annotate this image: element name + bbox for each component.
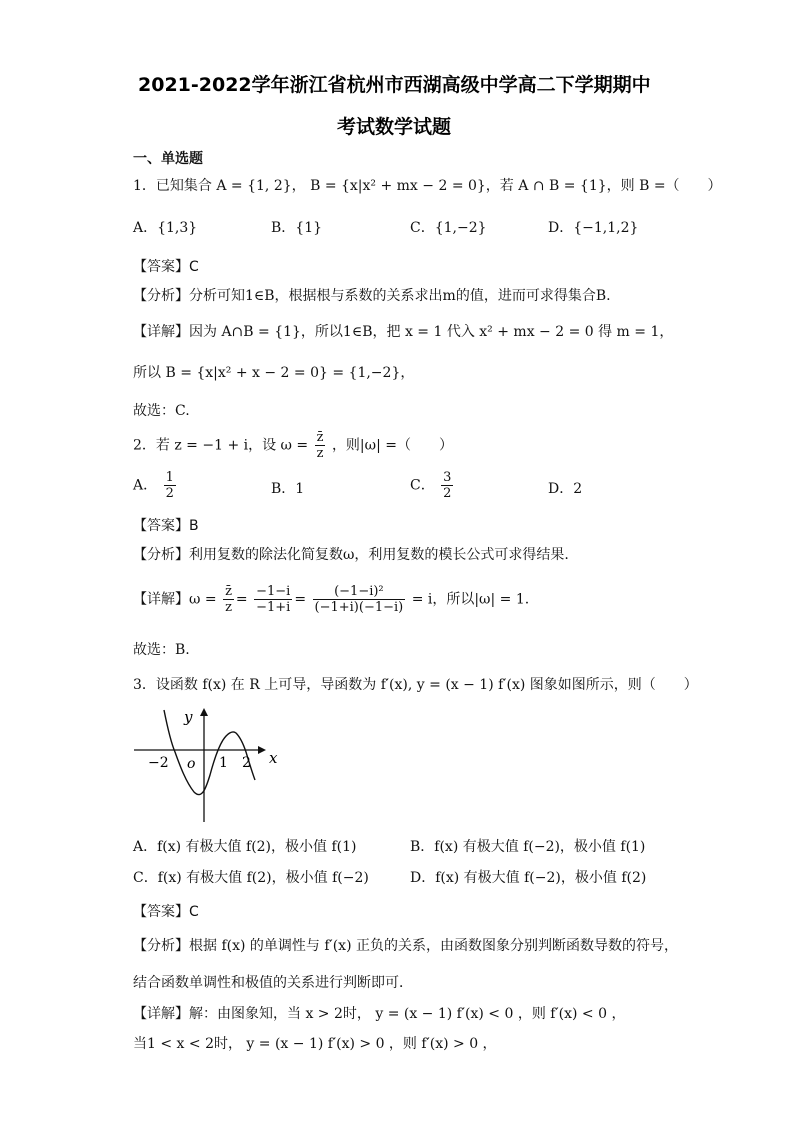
title-line-1: 2021-2022学年浙江省杭州市西湖高级中学高二下学期期中 <box>138 74 651 96</box>
q1-option-b: B．{1} <box>271 220 323 236</box>
q1-detail-2: 所以 B = {x|x² + x − 2 = 0} = {1,−2}， <box>133 365 415 381</box>
tick-label-1: 1 <box>219 755 228 771</box>
title-line-2: 考试数学试题 <box>337 116 452 138</box>
q2-option-c-den: 2 <box>443 486 452 501</box>
q3-detail-1: 【详解】解：由图象知，当 x > 2时， y = (x − 1) f′(x) < 0 ，则 f′(x) < 0 ， <box>133 1006 626 1022</box>
q2-detail-frac-2 <box>254 584 292 615</box>
q2-detail: 【详解】ω = $\frac{z̄}{z}$ = $\frac{-1-i}{-1+i}$ = $\frac{\text{(−1−i)²}}{(-1+i)(-1-i)}$ = i，所以|ω| = 1. <box>133 584 530 615</box>
q3-stem: 3．设函数 f(x) 在 R 上可导，导函数为 f′(x), y = (x − 1) f′(x) 图象如图所示，则（ ） <box>133 677 698 693</box>
q2-option-c-label: C． <box>410 477 435 494</box>
q2-stem-post: ，则|ω| =（ ） <box>331 437 453 454</box>
q2-detail-frac-1-num: z̄ <box>225 584 232 599</box>
q1-detail: 【详解】因为 A∩B = {1}，所以1∈B，把 x = 1 代入 x² + mx − 2 = 0 得 m = 1， <box>133 324 674 340</box>
q2-option-c-fraction <box>441 470 453 501</box>
q3-answer: 【答案】C <box>133 904 199 920</box>
q3-option-a: A．f(x) 有极大值 f(2)，极小值 f(1) <box>133 839 357 855</box>
q2-option-a-num: 1 <box>165 470 174 485</box>
q2-option-a-den: 2 <box>165 486 174 501</box>
q3-analysis-2: 结合函数单调性和极值的关系进行判断即可． <box>133 975 413 991</box>
q2-conclusion: 故选：B. <box>133 642 190 658</box>
q3-analysis-1: 【分析】根据 f(x) 的单调性与 f′(x) 正负的关系，由函数图象分别判断函数导数的符号， <box>133 938 678 954</box>
q2-option-c-num: 3 <box>443 470 452 485</box>
q3-option-c: C．f(x) 有极大值 f(2)，极小值 f(−2) <box>133 870 369 886</box>
q2-detail-frac-1-den: z <box>225 600 232 615</box>
section-heading: 一、单选题 <box>133 151 203 167</box>
curve <box>164 710 255 795</box>
q1-answer: 【答案】C <box>133 259 199 275</box>
q1-analysis: 【分析】分析可知1∈B，根据根与系数的关系求出m的值，进而可求得集合B. <box>133 288 611 304</box>
q2-stem-frac-den: z <box>316 446 324 461</box>
q1-conclusion: 故选：C. <box>133 403 190 419</box>
q1-option-d: D．{−1,1,2} <box>548 220 639 236</box>
q2-answer: 【答案】B <box>133 518 199 534</box>
tick-label-2: 2 <box>242 755 251 771</box>
q2-option-a-fraction <box>164 470 176 501</box>
q2-option-b: B．1 <box>271 481 305 497</box>
q2-detail-frac-2-num: −1−i <box>256 584 291 599</box>
q3-option-b: B．f(x) 有极大值 f(−2)，极小值 f(1) <box>410 839 646 855</box>
q1-option-c: C．{1,−2} <box>410 220 487 236</box>
y-axis-label: y <box>184 708 193 726</box>
q2-option-a <box>133 470 178 501</box>
q2-option-c <box>410 470 455 501</box>
q2-detail-frac-2-den: −1+i <box>256 600 291 615</box>
q2-option-d: D．2 <box>548 481 583 497</box>
y-axis-arrow <box>200 708 208 716</box>
q2-stem <box>133 430 453 461</box>
q3-option-d: D．f(x) 有极大值 f(−2)，极小值 f(2) <box>410 870 647 886</box>
origin-label: o <box>187 756 196 772</box>
q1-stem: 1．已知集合 A = {1, 2}， B = {x|x² + mx − 2 = 0}，若 A ∩ B = {1}，则 B =（ ） <box>133 178 722 194</box>
q2-detail-frac-1 <box>223 584 234 615</box>
q2-analysis: 【分析】利用复数的除法化简复数ω，利用复数的模长公式可求得结果. <box>133 547 569 563</box>
tick-label-neg2: −2 <box>148 755 169 771</box>
q3-derivative-graph <box>128 700 288 830</box>
q2-detail-frac-3 <box>313 584 406 615</box>
q2-option-a-label: A． <box>133 477 158 494</box>
x-axis-label: x <box>269 749 278 767</box>
q2-stem-frac-num: z̄ <box>316 430 324 445</box>
x-axis-arrow <box>258 746 266 754</box>
q2-stem-fraction <box>315 430 326 461</box>
q2-stem-pre: 2．若 z = −1 + i，设 ω = <box>133 437 309 454</box>
q3-detail-2: 当1 < x < 2时， y = (x − 1) f′(x) > 0 ，则 f′(x) > 0 ， <box>133 1036 497 1052</box>
q1-option-a: A．{1,3} <box>133 220 198 236</box>
q2-detail-pre: 【详解】ω = <box>133 591 217 608</box>
q2-detail-frac-3-den: (−1+i)(−1−i) <box>314 600 404 615</box>
q2-detail-frac-3-num: (−1−i)² <box>313 584 406 600</box>
q2-detail-post: = i，所以|ω| = 1. <box>411 591 530 608</box>
